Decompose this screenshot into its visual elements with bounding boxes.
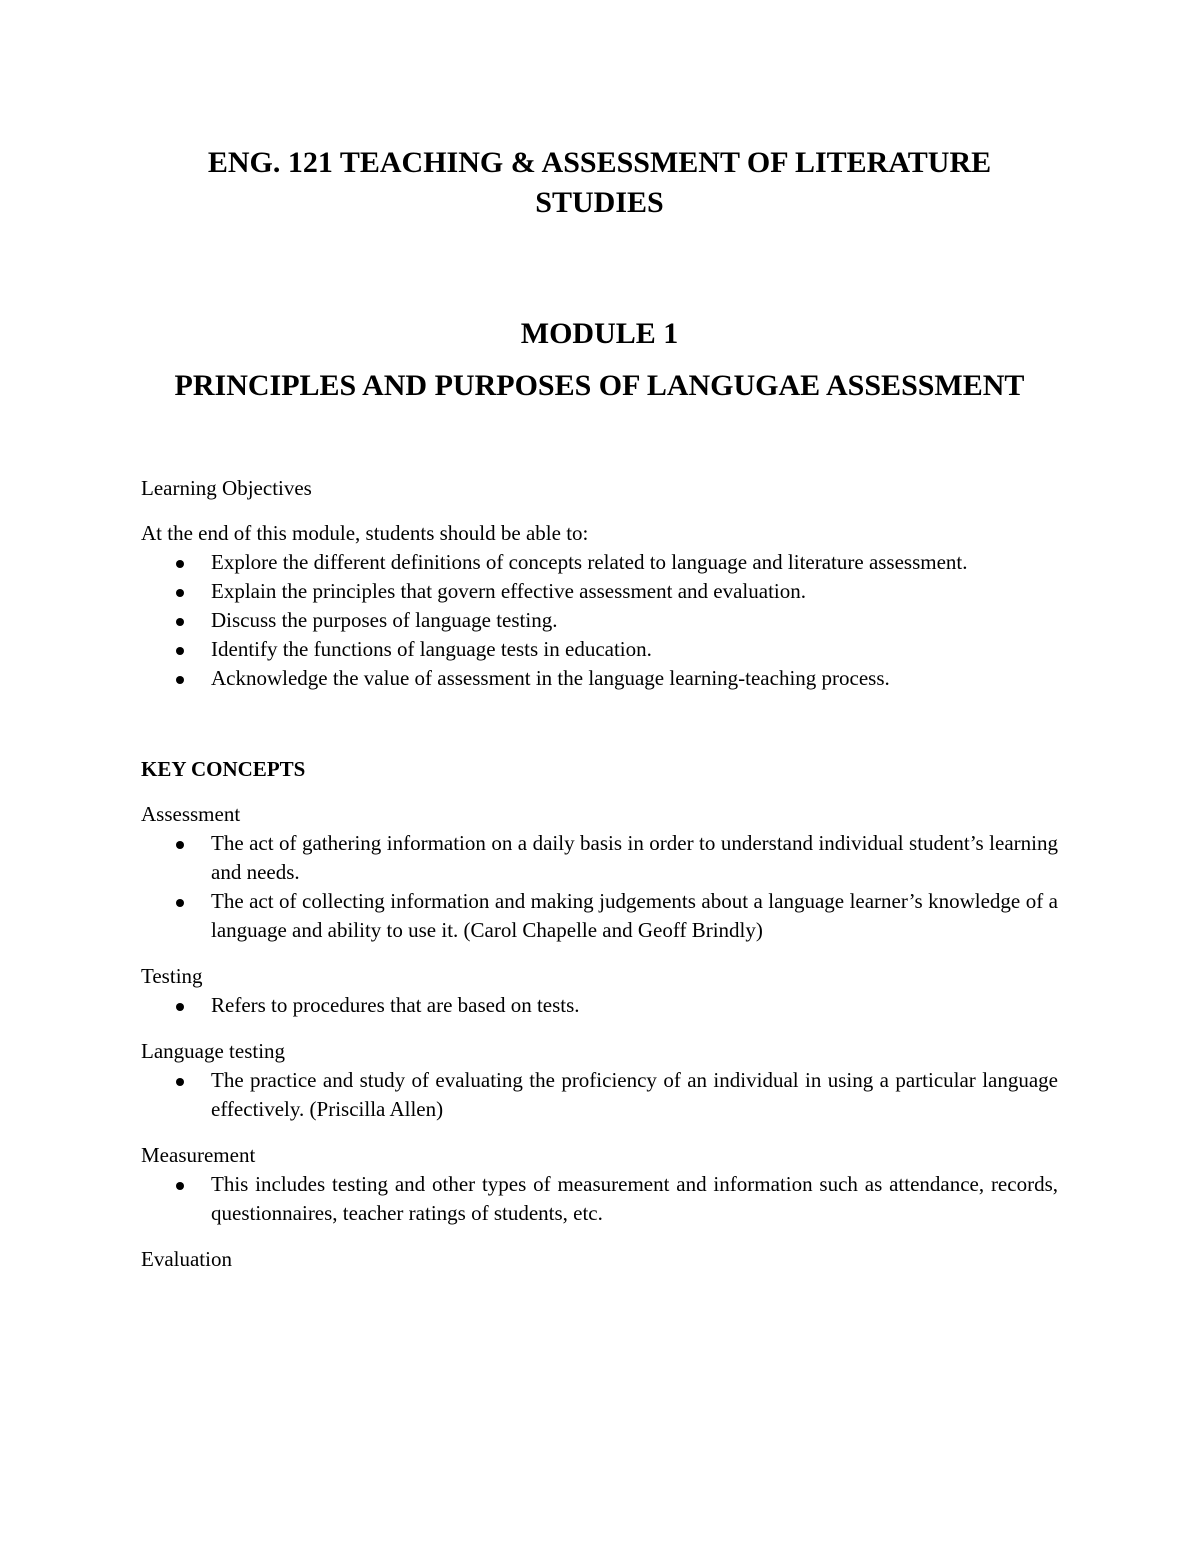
title-line-1: ENG. 121 TEACHING & ASSESSMENT OF LITERATURE — [207, 146, 992, 179]
assessment-list — [141, 829, 1058, 945]
module-title: MODULE 1 — [520, 317, 679, 350]
language-testing-list — [141, 1066, 1058, 1124]
learning-objectives-section — [141, 474, 1058, 693]
objectives-list — [141, 548, 1058, 693]
list-item: The act of gathering information on a daily basis in order to understand individual student’s learning and needs. — [141, 829, 1058, 887]
list-item: Refers to procedures that are based on tests. — [141, 991, 1058, 1020]
bullet-icon — [176, 1003, 184, 1011]
list-item: Identify the functions of language tests in education. — [141, 635, 1058, 664]
bullet-icon — [176, 647, 184, 655]
list-item: The practice and study of evaluating the proficiency of an individual in using a particular language effectively. (Priscilla Allen) — [141, 1066, 1058, 1124]
bullet-icon — [176, 841, 184, 849]
list-item: Explore the different definitions of concepts related to language and literature assessment. — [141, 548, 1058, 577]
bullet-icon — [176, 676, 184, 684]
key-concepts-section — [141, 755, 1058, 1274]
module-subtitle: PRINCIPLES AND PURPOSES OF LANGUGAE ASSESSMENT — [174, 369, 1025, 402]
bullet-icon — [176, 1078, 184, 1086]
key-concepts-heading: KEY CONCEPTS — [141, 757, 306, 781]
list-item: Discuss the purposes of language testing. — [141, 606, 1058, 635]
list-item: Explain the principles that govern effective assessment and evaluation. — [141, 577, 1058, 606]
bullet-icon — [176, 1182, 184, 1190]
list-item: Acknowledge the value of assessment in the language learning-teaching process. — [141, 664, 1058, 693]
term-measurement: Measurement — [141, 1143, 256, 1167]
list-item: This includes testing and other types of measurement and information such as attendance, records, questionnaires, teacher ratings of students, etc. — [141, 1170, 1058, 1228]
bullet-icon — [176, 618, 184, 626]
document-title — [141, 0, 1058, 223]
objectives-heading: Learning Objectives — [141, 476, 312, 500]
title-line-2: STUDIES — [535, 186, 664, 219]
list-item: The act of collecting information and making judgements about a language learner’s knowledge of a language and ability to use it. (Carol Chapelle and Geoff Brindly) — [141, 887, 1058, 945]
testing-list — [141, 991, 1058, 1020]
term-evaluation: Evaluation — [141, 1247, 232, 1271]
bullet-icon — [176, 589, 184, 597]
term-assessment: Assessment — [141, 802, 241, 826]
objectives-intro: At the end of this module, students should be able to: — [141, 521, 589, 545]
bullet-icon — [176, 899, 184, 907]
term-testing: Testing — [141, 964, 203, 988]
measurement-list — [141, 1170, 1058, 1228]
bullet-icon — [176, 560, 184, 568]
term-language-testing: Language testing — [141, 1039, 286, 1063]
